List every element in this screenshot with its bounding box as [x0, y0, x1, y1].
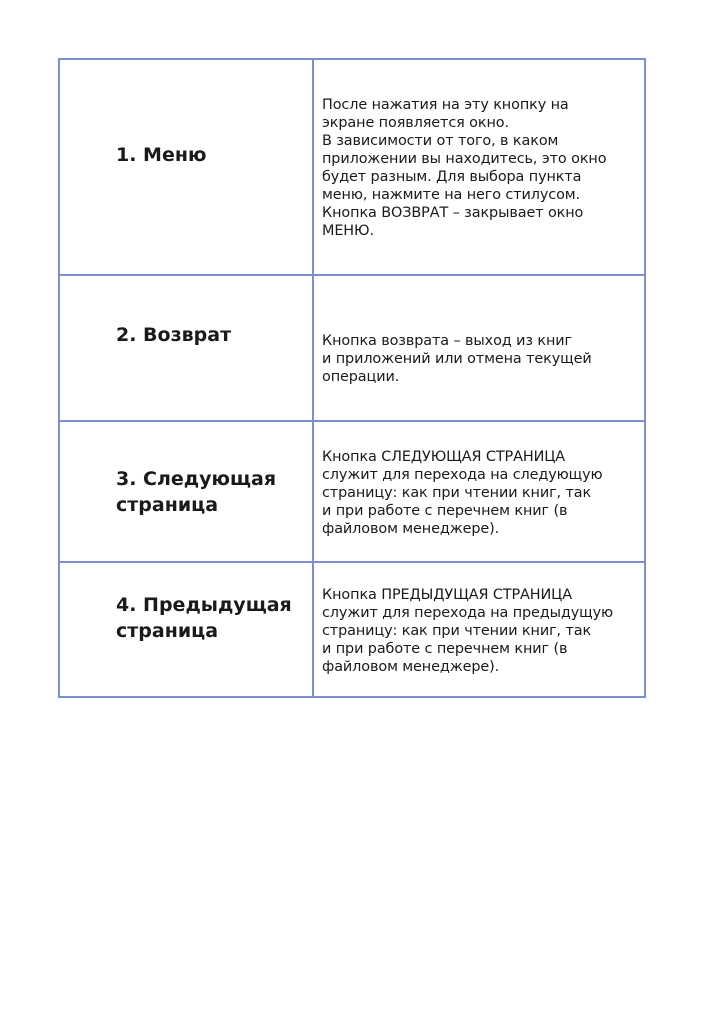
description-cell: [314, 563, 644, 696]
row-description-next-page: Кнопка СЛЕДУЮЩАЯ СТРАНИЦА служит для перехода на следующую страницу: как при чтении книг, так и при работе с перечнем книг (в файловом менеджере).: [322, 449, 603, 537]
table-row-previous-page: [60, 561, 644, 696]
description-cell: [314, 60, 644, 274]
row-description-menu: После нажатия на эту кнопку на экране появляется окно. В зависимости от того, в каком приложении вы находитесь, это окно будет разным. Для выбора пункта меню, нажмите на него стилусом. Кнопка ВОЗВРАТ – закрывает окно МЕНЮ.: [322, 97, 607, 239]
title-cell: [60, 563, 314, 696]
title-cell: [60, 276, 314, 420]
table-row-menu: [60, 60, 644, 274]
row-description-back: Кнопка возврата – выход из книг и приложений или отмена текущей операции.: [322, 333, 592, 385]
description-cell: [314, 276, 644, 420]
table-row-next-page: [60, 420, 644, 561]
row-title-back: 2. Возврат: [116, 324, 232, 346]
row-title-menu: 1. Меню: [116, 144, 207, 166]
buttons-table: [58, 58, 646, 698]
title-cell: [60, 60, 314, 274]
row-title-previous-page: 4. Предыдущая страница: [116, 594, 292, 642]
row-description-previous-page: Кнопка ПРЕДЫДУЩАЯ СТРАНИЦА служит для перехода на предыдущую страницу: как при чтении книг, так и при работе с перечнем книг (в файловом менеджере).: [322, 587, 614, 675]
row-title-next-page: 3. Следующая страница: [116, 468, 277, 516]
table-row-back: [60, 274, 644, 420]
description-cell: [314, 422, 644, 561]
title-cell: [60, 422, 314, 561]
